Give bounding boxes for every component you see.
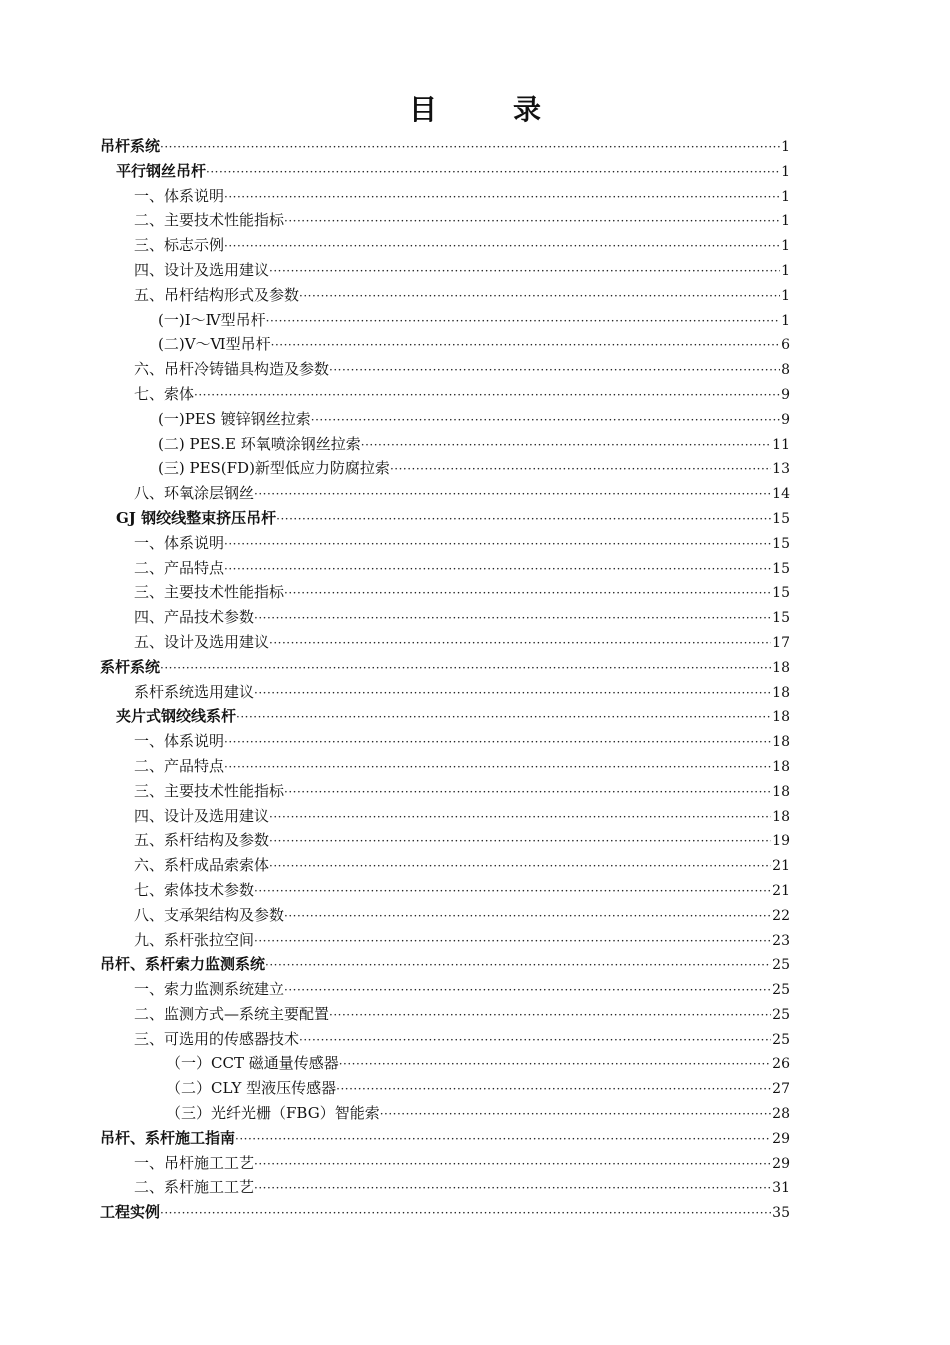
toc-entry[interactable] [100, 456, 790, 481]
toc-entry[interactable] [100, 605, 790, 630]
toc-entry-label: 五、设计及选用建议 [134, 632, 270, 651]
toc-entry-label: 一、体系说明 [134, 186, 225, 205]
dot-leader [269, 805, 771, 830]
dot-leader [254, 1176, 771, 1201]
toc-entry[interactable] [100, 1027, 790, 1052]
toc-page-number: 21 [772, 858, 790, 875]
toc-entry[interactable] [100, 580, 790, 605]
dot-leader [269, 854, 771, 879]
toc-entry[interactable] [100, 556, 790, 581]
toc-entry-label: 二、主要技术性能指标 [134, 211, 285, 230]
toc-entry[interactable] [100, 977, 790, 1002]
toc-entry[interactable] [100, 655, 790, 680]
toc-entry[interactable] [100, 828, 790, 853]
toc-page-number: 15 [772, 535, 790, 552]
toc-entry-label: 工程实例 [100, 1203, 161, 1222]
toc-entry-label: (二)Ⅴ～Ⅵ型吊杆 [158, 335, 271, 354]
dot-leader [160, 656, 771, 681]
toc-entry[interactable] [100, 1175, 790, 1200]
dot-leader [224, 730, 771, 755]
toc-entry[interactable] [100, 407, 790, 432]
dot-leader [299, 284, 780, 309]
toc-entry[interactable] [100, 878, 790, 903]
toc-entry[interactable] [100, 680, 790, 705]
toc-entry-label: 八、支承架结构及参数 [134, 905, 285, 924]
toc-entry[interactable] [100, 1076, 790, 1101]
dot-leader [284, 780, 771, 805]
toc-entry[interactable] [100, 1126, 790, 1151]
toc-entry-label: 二、产品特点 [134, 558, 225, 577]
toc-entry-label: 夹片式钢绞线系杆 [116, 707, 237, 726]
toc-page-number: 18 [772, 758, 790, 775]
toc-entry[interactable] [100, 258, 790, 283]
toc-entry-label: 三、可选用的传感器技术 [134, 1029, 300, 1048]
dot-leader [284, 904, 771, 929]
toc-entry-label: （三）光纤光栅（FBG）智能索 [166, 1104, 380, 1123]
toc-entry[interactable] [100, 630, 790, 655]
toc-entry[interactable] [100, 134, 790, 159]
dot-leader [224, 234, 780, 259]
toc-page-number: 1 [781, 163, 790, 180]
toc-entry-label: 四、设计及选用建议 [134, 260, 270, 279]
dot-leader [265, 953, 771, 978]
toc-page-number: 1 [781, 287, 790, 304]
toc-entry[interactable] [100, 506, 790, 531]
toc-entry-label: (二) PES.E 环氧喷涂钢丝拉索 [158, 434, 361, 453]
toc-entry[interactable] [100, 928, 790, 953]
toc-page-number: 25 [772, 982, 790, 999]
dot-leader [339, 1052, 771, 1077]
dot-leader [380, 1102, 771, 1127]
toc-entry-label: 六、吊杆冷铸锚具构造及参数 [134, 360, 330, 379]
toc-entry[interactable] [100, 432, 790, 457]
dot-leader [390, 457, 771, 482]
toc-entry-label: 六、系杆成品索索体 [134, 856, 270, 875]
toc-page-number: 1 [781, 213, 790, 230]
toc-entry-label: 吊杆、系杆施工指南 [100, 1128, 236, 1147]
toc-entry-label: 系杆系统 [100, 657, 161, 676]
dot-leader [235, 1127, 771, 1152]
toc-entry-label: （二）CLY 型液压传感器 [166, 1079, 337, 1098]
toc-entry[interactable] [100, 1101, 790, 1126]
toc-entry-label: (三) PES(FD)新型低应力防腐拉索 [158, 459, 390, 478]
toc-entry[interactable] [100, 184, 790, 209]
toc-page-number: 15 [772, 585, 790, 602]
dot-leader [284, 978, 771, 1003]
dot-leader [311, 408, 780, 433]
dot-leader [299, 1028, 771, 1053]
dot-leader [254, 1152, 771, 1177]
toc-entry[interactable] [100, 382, 790, 407]
toc-entry-label: 一、索力监测系统建立 [134, 980, 285, 999]
dot-leader [266, 309, 780, 334]
toc-page-number: 26 [772, 1056, 790, 1073]
toc-entry[interactable] [100, 704, 790, 729]
toc-entry-label: 一、吊杆施工工艺 [134, 1153, 255, 1172]
dot-leader [224, 755, 771, 780]
toc-entry[interactable] [100, 779, 790, 804]
dot-leader [329, 358, 780, 383]
toc-page-number: 9 [781, 386, 790, 403]
toc-page-number: 1 [781, 188, 790, 205]
page-title: 目 录 [408, 93, 565, 126]
toc-entry-label: 二、产品特点 [134, 756, 225, 775]
toc-page-number: 18 [772, 808, 790, 825]
toc-page-number: 8 [781, 362, 790, 379]
toc-entry-label: 五、吊杆结构形式及参数 [134, 285, 300, 304]
toc-page-number: 29 [772, 1130, 790, 1147]
toc-page-number: 17 [772, 634, 790, 651]
toc-page-number: 15 [772, 610, 790, 627]
toc-entry-label: （一）CCT 磁通量传感器 [166, 1054, 339, 1073]
toc-entry[interactable] [100, 1151, 790, 1176]
dot-leader [269, 631, 771, 656]
dot-leader [160, 135, 780, 160]
dot-leader [284, 209, 780, 234]
toc-entry[interactable] [100, 903, 790, 928]
toc-entry-label: 吊杆、系杆索力监测系统 [100, 955, 266, 974]
dot-leader [269, 829, 771, 854]
dot-leader [361, 433, 771, 458]
toc-page-number: 18 [772, 734, 790, 751]
dot-leader [336, 1077, 771, 1102]
dot-leader [224, 557, 771, 582]
toc-entry-label: 七、索体 [134, 384, 195, 403]
toc-entry[interactable] [100, 531, 790, 556]
toc-page-number: 9 [781, 411, 790, 428]
toc-entry-label: 一、体系说明 [134, 533, 225, 552]
toc-page-number: 29 [772, 1155, 790, 1172]
toc-entry[interactable] [100, 159, 790, 184]
toc-page-number: 25 [772, 957, 790, 974]
toc-entry[interactable] [100, 754, 790, 779]
toc-entry[interactable] [100, 804, 790, 829]
toc-page-number: 1 [781, 262, 790, 279]
toc-entry-label: 四、产品技术参数 [134, 608, 255, 627]
toc-page-number: 18 [772, 684, 790, 701]
toc-page-number: 15 [772, 560, 790, 577]
toc-page-number: 13 [772, 461, 790, 478]
toc-page-number: 11 [772, 436, 790, 453]
toc-entry-label: 四、设计及选用建议 [134, 806, 270, 825]
dot-leader [254, 606, 771, 631]
toc-entry-label: 平行钢丝吊杆 [116, 161, 207, 180]
toc-page-number: 18 [772, 659, 790, 676]
toc-entry-label: 一、体系说明 [134, 732, 225, 751]
toc-page-number: 31 [772, 1180, 790, 1197]
toc-entry[interactable] [100, 481, 790, 506]
table-of-contents [100, 134, 790, 1225]
toc-entry-label: 五、系杆结构及参数 [134, 831, 270, 850]
dot-leader [329, 1003, 771, 1028]
toc-entry-label: 三、主要技术性能指标 [134, 583, 285, 602]
toc-page-number: 6 [781, 337, 790, 354]
toc-page-number: 1 [781, 139, 790, 155]
dot-leader [254, 929, 771, 954]
toc-page-number: 1 [781, 238, 790, 255]
toc-entry-label: 七、索体技术参数 [134, 880, 255, 899]
dot-leader [254, 879, 771, 904]
toc-entry[interactable] [100, 1002, 790, 1027]
toc-page-number: 23 [772, 932, 790, 949]
toc-page-number: 18 [772, 783, 790, 800]
toc-entry[interactable] [100, 233, 790, 258]
toc-entry[interactable] [100, 208, 790, 233]
toc-page-number: 35 [772, 1205, 790, 1222]
dot-leader [160, 1201, 771, 1226]
toc-entry-label: 系杆系统选用建议 [134, 682, 255, 701]
toc-entry-label: 吊杆系统 [100, 137, 161, 155]
dot-leader [254, 482, 771, 507]
toc-page-number: 22 [772, 907, 790, 924]
toc-entry[interactable] [100, 332, 790, 357]
dot-leader [194, 383, 780, 408]
toc-entry-label: (一)Ⅰ～Ⅳ型吊杆 [158, 310, 266, 329]
dot-leader [269, 259, 780, 284]
toc-page-number: 1 [781, 312, 790, 329]
toc-page-number: 18 [772, 709, 790, 726]
toc-entry-label: 八、环氧涂层钢丝 [134, 484, 255, 503]
toc-entry[interactable] [100, 1051, 790, 1076]
toc-entry-label: 三、标志示例 [134, 236, 225, 255]
toc-page-number: 25 [772, 1006, 790, 1023]
dot-leader [254, 681, 771, 706]
toc-entry[interactable] [100, 357, 790, 382]
dot-leader [224, 185, 780, 210]
dot-leader [284, 581, 771, 606]
toc-entry[interactable] [100, 1200, 790, 1225]
toc-entry-label: 二、系杆施工工艺 [134, 1178, 255, 1197]
toc-entry-label: 二、监测方式—系统主要配置 [134, 1004, 330, 1023]
dot-leader [236, 705, 771, 730]
toc-page-number: 27 [772, 1081, 790, 1098]
dot-leader [224, 532, 771, 557]
toc-page-number: 25 [772, 1031, 790, 1048]
toc-page-number: 15 [772, 510, 790, 527]
toc-entry-label: 三、主要技术性能指标 [134, 781, 285, 800]
toc-entry-label: (一)PES 镀锌钢丝拉索 [158, 409, 311, 428]
toc-entry-label: 九、系杆张拉空间 [134, 930, 255, 949]
dot-leader [206, 160, 780, 185]
dot-leader [271, 333, 780, 358]
toc-entry[interactable] [100, 853, 790, 878]
toc-page-number: 21 [772, 882, 790, 899]
toc-page-number: 14 [772, 486, 790, 503]
toc-entry[interactable] [100, 952, 790, 977]
toc-entry[interactable] [100, 283, 790, 308]
toc-entry[interactable] [100, 729, 790, 754]
toc-page-number: 19 [772, 833, 790, 850]
toc-entry-label: GJ 钢绞线整束挤压吊杆 [116, 508, 277, 527]
dot-leader [276, 507, 771, 532]
toc-entry[interactable] [100, 308, 790, 333]
toc-page-number: 28 [772, 1106, 790, 1123]
